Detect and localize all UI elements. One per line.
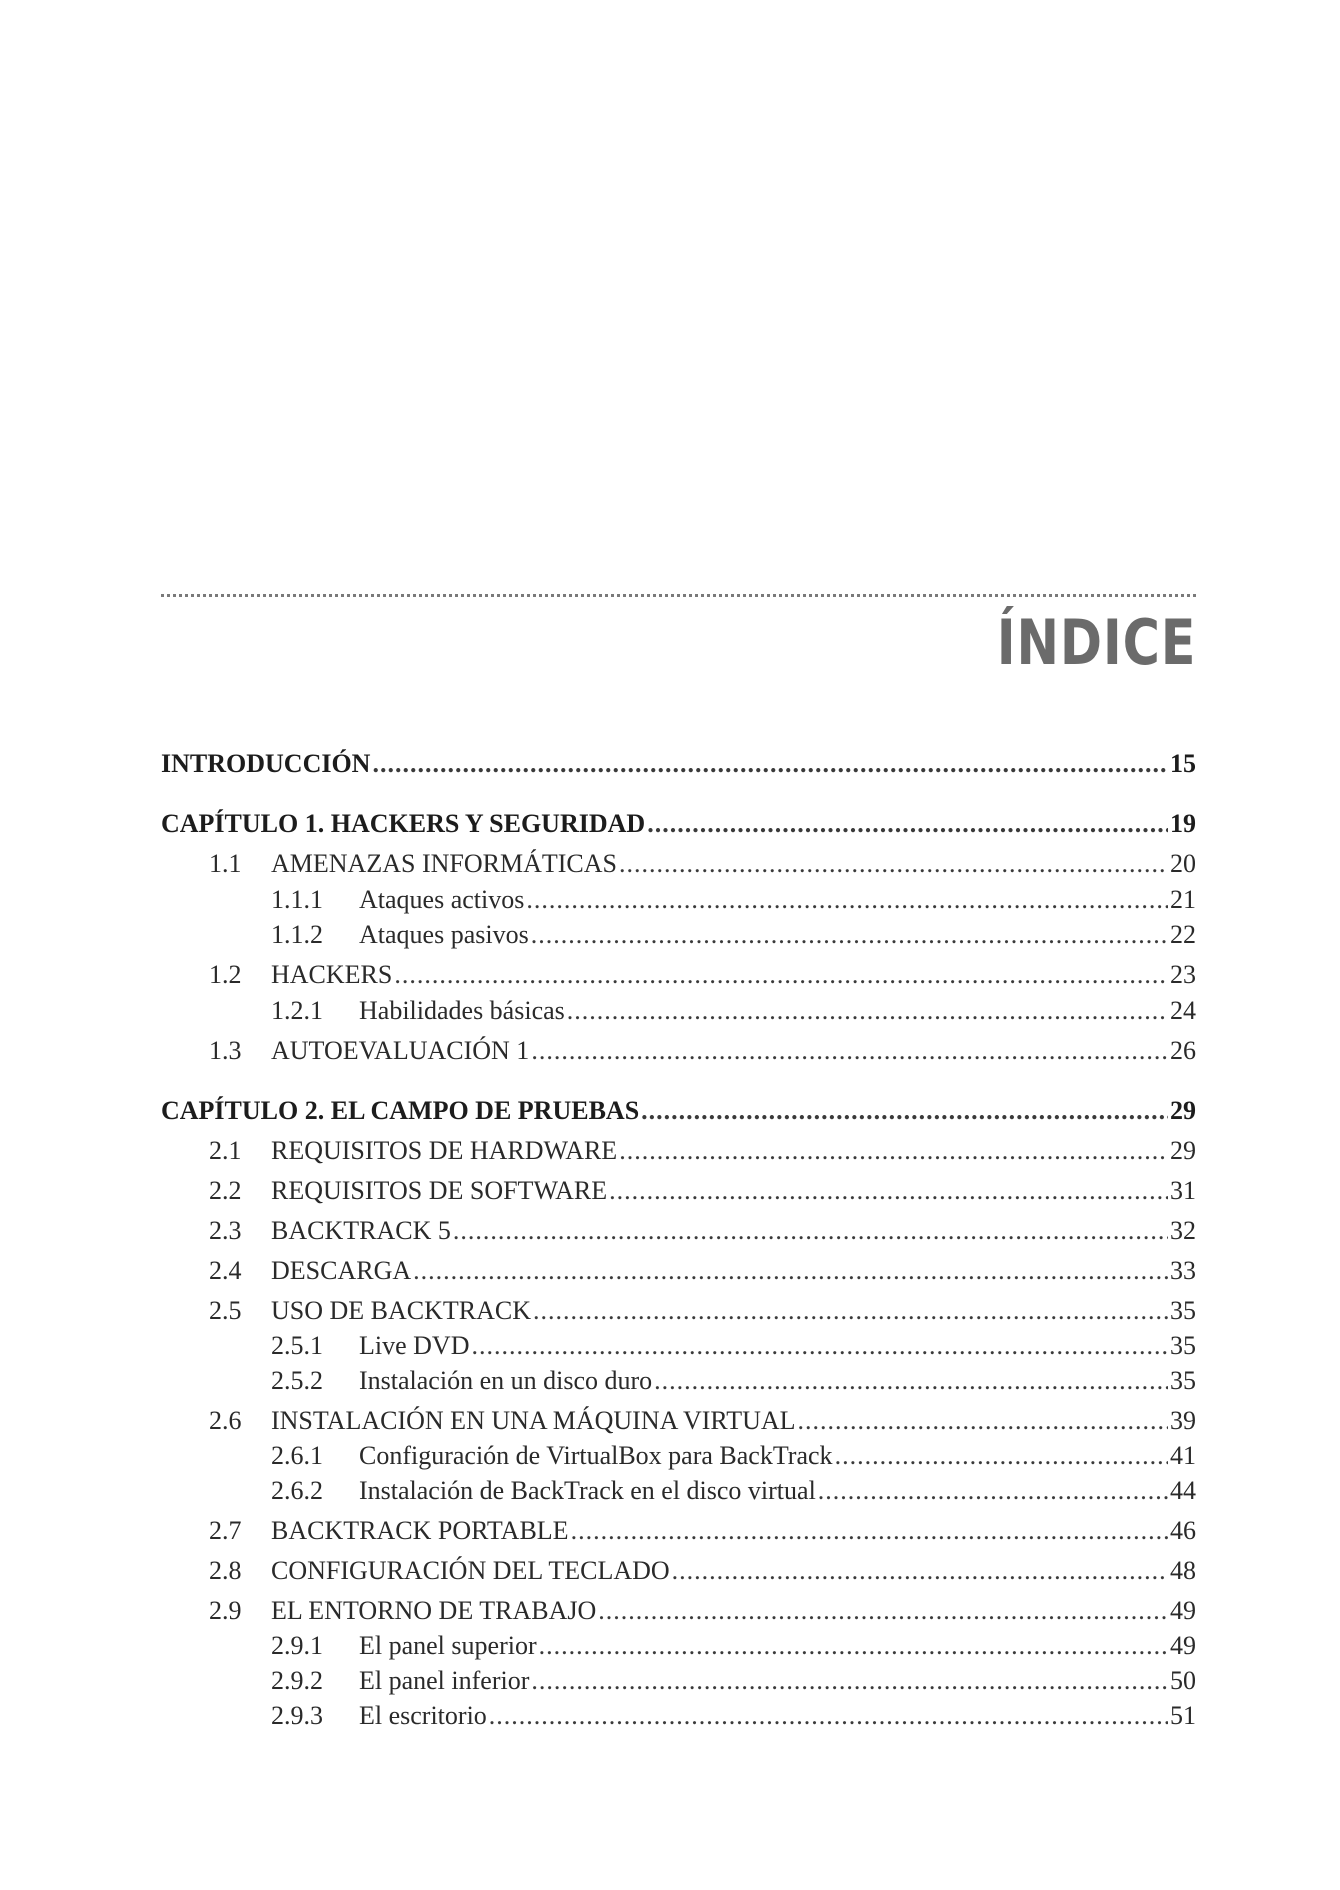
toc-subsection-entry [161,919,1196,951]
dot-leader [647,808,1168,840]
toc-entry-number: 1.1 [209,849,242,878]
toc-entry-page-number: 29 [1170,1136,1196,1165]
toc-entry-page-number: 51 [1170,1701,1196,1730]
toc-subsection-entry [161,995,1196,1027]
toc-entry-number: 2.3 [209,1216,242,1245]
toc-entry-page-number: 24 [1170,996,1196,1025]
dot-leader [567,995,1168,1027]
toc-entry-number: 2.9 [209,1596,242,1625]
toc-entry-title: Ataques activos [359,885,525,914]
toc-entry-page-number: 23 [1170,960,1196,989]
toc-entry-title: El panel superior [359,1631,537,1660]
dot-leader [835,1440,1168,1472]
dot-leader [453,1215,1168,1247]
dot-leader [413,1255,1168,1287]
toc-entry-page-number: 31 [1170,1176,1196,1205]
toc-entry-number: 2.9.3 [271,1701,323,1730]
toc-entry-title: REQUISITOS DE SOFTWARE [271,1176,608,1205]
toc-entry-title: INSTALACIÓN EN UNA MÁQUINA VIRTUAL [271,1406,796,1435]
toc-entry-title: El escritorio [359,1701,487,1730]
toc-entry-page-number: 49 [1170,1631,1196,1660]
toc-entry-title: BACKTRACK 5 [271,1216,451,1245]
toc-entry-page-number: 29 [1170,1096,1196,1125]
dotted-divider [161,594,1196,597]
toc-entry-title: BACKTRACK PORTABLE [271,1516,569,1545]
toc-entry-page-number: 32 [1170,1216,1196,1245]
toc-entry-page-number: 39 [1170,1406,1196,1435]
toc-section-entry [161,1215,1196,1247]
toc-entry-page-number: 20 [1170,849,1196,878]
dot-leader [531,919,1168,951]
toc-entry-title: AMENAZAS INFORMÁTICAS [271,849,617,878]
toc-section-entry [161,1035,1196,1067]
toc-section-entry [161,1135,1196,1167]
toc-entry-number: 2.6.1 [271,1441,323,1470]
toc-entry-page-number: 26 [1170,1036,1196,1065]
toc-entry-number: 2.5.2 [271,1366,323,1395]
toc-entry-title: DESCARGA [271,1256,412,1285]
toc-entry-page-number: 35 [1170,1296,1196,1325]
toc-entry-title: Instalación de BackTrack en el disco virtual [359,1476,816,1505]
toc-section-entry [161,1295,1196,1327]
dot-leader [394,959,1168,991]
toc-entry-title: EL ENTORNO DE TRABAJO [271,1596,597,1625]
toc-section-entry [161,1175,1196,1207]
dot-leader [619,848,1168,880]
dot-leader [818,1475,1168,1507]
toc-entry-page-number: 41 [1170,1441,1196,1470]
toc-subsection-entry [161,884,1196,916]
dot-leader [489,1700,1168,1732]
toc-subsection-entry [161,1700,1196,1732]
dot-leader [798,1405,1168,1437]
toc-subsection-entry [161,1475,1196,1507]
dot-leader [609,1175,1168,1207]
toc-entry-title: El panel inferior [359,1666,530,1695]
dot-leader [531,1035,1168,1067]
toc-entry-page-number: 50 [1170,1666,1196,1695]
toc-entry-number: 2.6.2 [271,1476,323,1505]
toc-entry-title: Ataques pasivos [359,920,529,949]
toc-section-entry [161,1255,1196,1287]
toc-chapter-entry [161,808,1196,840]
dot-leader [654,1365,1168,1397]
dot-leader [571,1515,1168,1547]
toc-section-entry [161,1595,1196,1627]
dot-leader [539,1630,1168,1662]
toc-entry-page-number: 22 [1170,920,1196,949]
toc-subsection-entry [161,1330,1196,1362]
toc-entry-title: USO DE BACKTRACK [271,1296,532,1325]
toc-entry-title: CAPÍTULO 1. HACKERS Y SEGURIDAD [161,809,646,838]
toc-section-entry [161,848,1196,880]
toc-entry-number: 2.2 [209,1176,242,1205]
toc-entry-page-number: 15 [1170,749,1196,778]
toc-entry-number: 2.5 [209,1296,242,1325]
toc-entry-page-number: 46 [1170,1516,1196,1545]
toc-entry-number: 1.1.1 [271,885,323,914]
dot-leader [672,1555,1168,1587]
toc-entry-page-number: 44 [1170,1476,1196,1505]
toc-entry-title: CAPÍTULO 2. EL CAMPO DE PRUEBAS [161,1096,640,1125]
toc-section-entry [161,1555,1196,1587]
toc-entry-number: 1.2.1 [271,996,323,1025]
dot-leader [598,1595,1168,1627]
toc-entry-page-number: 19 [1170,809,1196,838]
toc-entry-number: 1.2 [209,960,242,989]
toc-entry-page-number: 33 [1170,1256,1196,1285]
toc-section-entry [161,1515,1196,1547]
toc-subsection-entry [161,1630,1196,1662]
toc-entry-title: INTRODUCCIÓN [161,749,371,778]
dot-leader [531,1665,1168,1697]
dot-leader [641,1095,1168,1127]
toc-entry-page-number: 49 [1170,1596,1196,1625]
toc-entry-page-number: 35 [1170,1366,1196,1395]
toc-entry-number: 2.1 [209,1136,242,1165]
dot-leader [471,1330,1168,1362]
toc-entry-title: REQUISITOS DE HARDWARE [271,1136,618,1165]
toc-entry-title: Habilidades básicas [359,996,565,1025]
toc-subsection-entry [161,1365,1196,1397]
dot-leader [526,884,1168,916]
toc-section-entry [161,959,1196,991]
toc-entry-number: 2.8 [209,1556,242,1585]
toc-subsection-entry [161,1665,1196,1697]
toc-entry-title: AUTOEVALUACIÓN 1 [271,1036,530,1065]
toc-entry-number: 2.5.1 [271,1331,323,1360]
toc-entry-title: Configuración de VirtualBox para BackTrack [359,1441,833,1470]
toc-chapter-entry [161,748,1196,780]
toc-chapter-entry [161,1095,1196,1127]
toc-entry-title: HACKERS [271,960,393,989]
toc-entry-number: 1.3 [209,1036,242,1065]
toc-entry-number: 2.6 [209,1406,242,1435]
dot-leader [533,1295,1168,1327]
toc-entry-number: 2.9.1 [271,1631,323,1660]
toc-entry-page-number: 48 [1170,1556,1196,1585]
toc-entry-title: Instalación en un disco duro [359,1366,653,1395]
toc-entry-title: CONFIGURACIÓN DEL TECLADO [271,1556,670,1585]
toc-entry-page-number: 21 [1170,885,1196,914]
toc-entry-title: Live DVD [359,1331,470,1360]
dot-leader [619,1135,1168,1167]
toc-entry-number: 2.7 [209,1516,242,1545]
dot-leader [372,748,1168,780]
toc-subsection-entry [161,1440,1196,1472]
toc-entry-number: 2.9.2 [271,1666,323,1695]
toc-entry-page-number: 35 [1170,1331,1196,1360]
toc-section-entry [161,1405,1196,1437]
toc-entry-number: 2.4 [209,1256,242,1285]
toc-entry-number: 1.1.2 [271,920,323,949]
index-heading: ÍNDICE [996,606,1196,679]
